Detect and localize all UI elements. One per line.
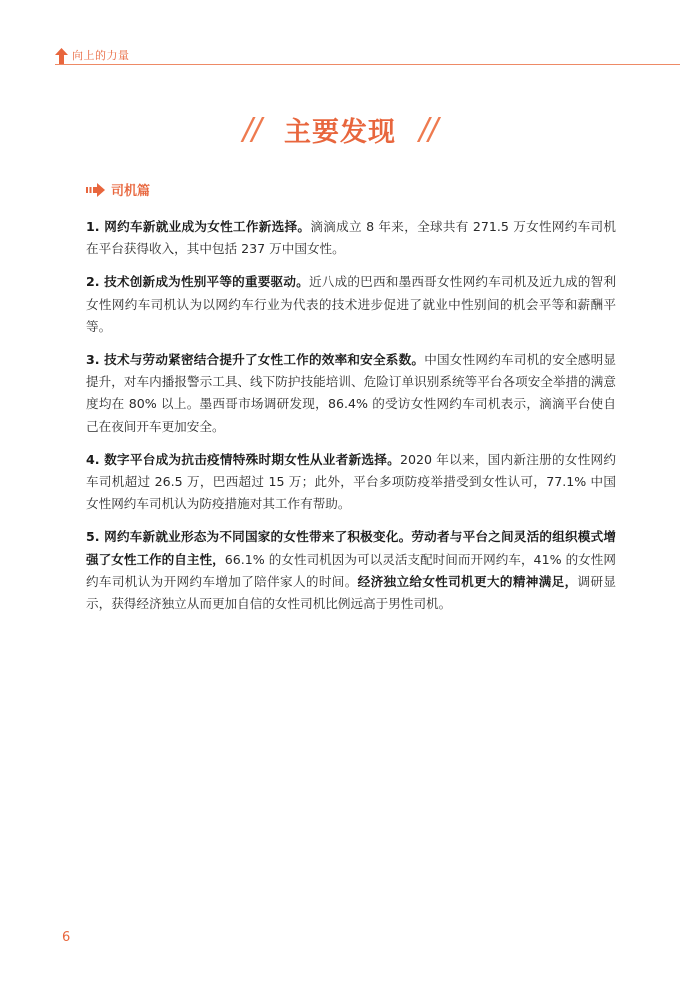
page-number: 6	[62, 930, 71, 945]
finding-heading: 4. 数字平台成为抗击疫情特殊时期女性从业者新选择。	[86, 451, 400, 467]
finding-item	[86, 526, 616, 615]
finding-text: 近八成的巴西和墨西哥女性网约车司机及近九成的智利女性网约车司机认为以网约车行业为代表的技术进步促进了就业中性别间的机会平等和薪酬平等。	[86, 274, 616, 334]
finding-item	[86, 449, 616, 516]
title-right-decoration: //	[419, 112, 438, 147]
finding-heading: 1. 网约车新就业成为女性工作新选择。	[86, 219, 311, 234]
finding-text: 66.1% 的女性司机因为可以灵活支配时间而开网约车，41% 的女性网约车司机认为开网约车增加了陪伴家人的时间。	[86, 551, 616, 589]
finding-heading-secondary: 经济独立给女性司机更大的精神满足，	[357, 573, 578, 589]
finding-text: 中国女性网约车司机的安全感明显提升，对车内播报警示工具、线下防护技能培训、危险订单识别系统等平台各项安全举措的满意度均在 80% 以上。墨西哥市场调研发现，86.4% 的受访女性网约车司机表示，滴滴平台使自己在夜间开车更加安全。	[86, 352, 617, 434]
report-brand: 向上的力量	[72, 49, 130, 62]
up-arrow-icon	[55, 48, 68, 64]
page-title-text: 主要发现	[284, 117, 396, 148]
findings-list	[86, 216, 616, 626]
page-title	[0, 110, 680, 149]
section-title: 司机篇	[111, 184, 151, 199]
finding-heading: 5. 网约车新就业形态为不同国家的女性带来了积极变化。劳动者与平台之间灵活的组织模式增强了女性工作的自主性，	[86, 529, 616, 567]
finding-text: 滴滴成立 8 年来，全球共有 271.5 万女性网约车司机在平台获得收入，其中包括 237 万中国女性。	[86, 219, 616, 257]
finding-item	[86, 349, 616, 438]
finding-item	[86, 271, 616, 338]
double-chevron-arrow-icon	[86, 183, 108, 197]
finding-item	[86, 216, 616, 260]
header-divider	[55, 64, 680, 65]
report-header	[55, 46, 130, 66]
finding-text-secondary: 调研显示，获得经济独立从而更加自信的女性司机比例远高于男性司机。	[86, 573, 617, 612]
finding-text: 2020 年以来，国内新注册的女性网约车司机超过 26.5 万，巴西超过 15 万；此外，平台多项防疫举措受到女性认可，77.1% 中国女性网约车司机认为防疫措施对其工作有帮助。	[86, 451, 616, 512]
finding-heading: 3. 技术与劳动紧密结合提升了女性工作的效率和安全系数。	[86, 352, 425, 368]
section-heading	[86, 180, 150, 199]
finding-heading: 2. 技术创新成为性别平等的重要驱动。	[86, 274, 309, 290]
title-left-decoration: //	[242, 112, 261, 147]
